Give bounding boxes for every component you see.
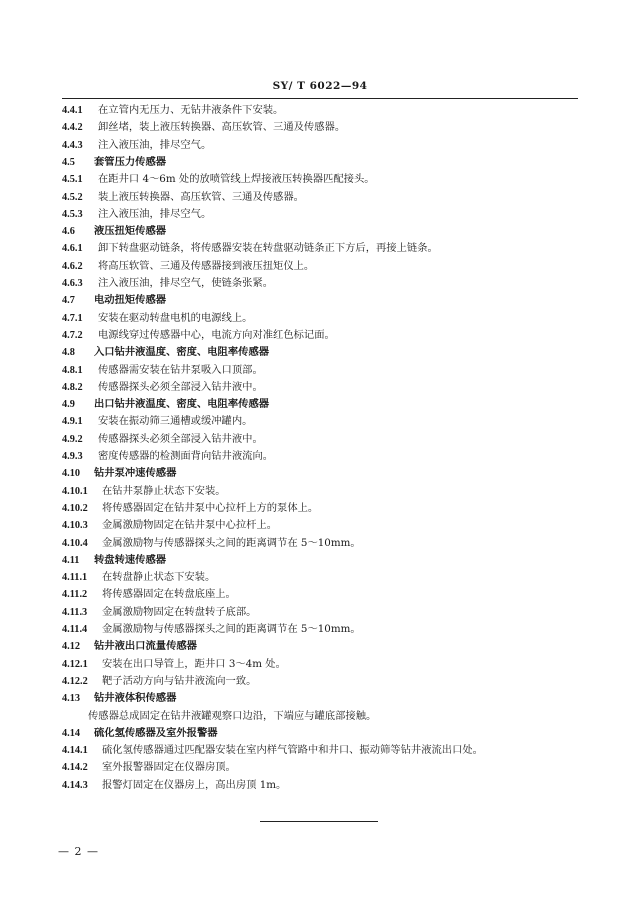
clause-line [62,241,438,256]
clause-text: 安装在振动筛三通槽或缓冲罐内。 [98,415,253,428]
clause-line [62,605,256,620]
section-title: 钻井液体积传感器 [94,692,177,705]
clause-line [62,536,361,551]
section-heading [62,397,269,412]
clause-number: 4.4.2 [62,122,83,134]
clause-text: 卸丝堵，装上液压转换器、高压软管、三通及传感器。 [98,121,346,134]
clause-number: 4.4.1 [62,105,83,116]
clause-number: 4.6.2 [62,260,83,272]
clause-number: 4.11.2 [62,589,88,601]
clause-text: 在距井口 4～6m 处的放喷管线上焊接液压转换器匹配接头。 [98,173,375,186]
section-title: 出口钻井液温度、密度、电阻率传感器 [94,398,270,411]
section-heading [62,345,269,360]
clause-number: 4.4.3 [62,139,83,151]
section-heading [62,224,166,239]
clause-line [62,172,375,187]
clause-number: 4.10 [62,468,81,480]
clause-number: 4.9 [62,399,75,411]
clause-text: 注入液压油，排尽空气。 [98,207,212,220]
clause-text: 金属激励物与传感器探头之间的距离调节在 5～10mm。 [102,536,361,549]
clause-text: 金属激励物固定在钻井泵中心拉杆上。 [102,519,278,532]
clause-line [62,449,273,464]
clause-line [62,380,263,395]
clause-line [62,276,273,291]
clause-text: 装上液压转换器、高压软管、三通及传感器。 [98,190,304,203]
clause-text: 密度传感器的检测面背向钻井液流向。 [98,450,274,462]
clause-line [62,190,304,205]
section-title: 液压扭矩传感器 [94,225,167,238]
clause-text: 靶子活动方向与钻井液流向一致。 [102,674,257,687]
clause-line [62,570,215,585]
clause-text: 安装在驱动转盘电机的电源线上。 [98,311,253,324]
clause-number: 4.8.2 [62,381,83,393]
document-header: SY/ T 6022—94 [272,80,368,92]
section-title: 钻井液出口流量传感器 [94,640,197,653]
clause-number: 4.5.3 [62,208,83,220]
clause-number: 4.14 [62,727,81,739]
clause-number: 4.6 [62,226,75,238]
clause-number: 4.9.1 [62,416,83,428]
clause-text: 卸下转盘驱动链条，将传感器安装在转盘驱动链条正下方后，再接上链条。 [98,242,438,255]
section-heading [62,155,166,170]
clause-line [62,484,226,499]
clause-number: 4.7 [62,295,75,307]
clause-line [62,103,283,118]
clause-line [62,743,483,758]
clause-text: 在立管内无压力、无钻井液条件下安装。 [98,104,284,116]
footer-rule [260,821,378,822]
clause-text: 在转盘静止状态下安装。 [102,571,216,584]
clause-line [62,363,263,378]
clause-line [62,657,286,672]
clause-text: 安装在出口导管上，距井口 3～4m 处。 [102,657,286,670]
clause-line [62,259,314,274]
clause-line [62,311,252,326]
clause-number: 4.14.1 [62,745,88,757]
clause-text: 传感器需安装在钻井泵吸入口顶部。 [98,363,263,376]
section-heading [62,293,166,308]
clause-text: 硫化氢传感器通过匹配器安装在室内样气管路中和井口、振动筛等钻井液流出口处。 [102,744,483,757]
clause-number: 4.14.3 [62,779,88,791]
clause-number: 4.10.1 [62,485,88,497]
clause-number: 4.10.4 [62,537,88,549]
section-heading [62,639,197,654]
clause-line [62,518,277,533]
clause-text: 传感器探头必须全部浸入钻井液中。 [98,432,263,445]
clause-text: 将传感器固定在钻井泵中心拉杆上方的泵体上。 [102,501,319,514]
section-title: 钻井泵冲速传感器 [94,467,177,480]
clause-line [62,709,376,723]
clause-text: 注入液压油，排尽空气，使链条张紧。 [98,277,274,289]
section-title: 套管压力传感器 [94,155,167,168]
section-heading [62,726,218,741]
clause-number: 4.14.2 [62,762,88,774]
clause-number: 4.11.3 [62,606,88,618]
clause-number: 4.9.3 [62,451,83,462]
clause-line [62,414,252,429]
clause-number: 4.5.2 [62,191,83,203]
clause-line [62,138,211,153]
clause-number: 4.12.1 [62,658,88,670]
clause-number: 4.11.4 [62,624,88,635]
clause-text: 将传感器固定在转盘底座上。 [102,588,236,601]
clause-line [62,328,335,343]
clause-text: 传感器探头必须全部浸入钻井液中。 [98,380,263,393]
clause-number: 4.8 [62,347,75,359]
clause-number: 4.5.1 [62,174,83,186]
clause-number: 4.7.1 [62,312,83,324]
clause-number: 4.12.2 [62,675,88,687]
clause-line [62,501,318,516]
clause-text: 金属激励物固定在转盘转子底部。 [102,605,257,618]
clause-number: 4.10.2 [62,502,88,514]
section-heading [62,553,166,568]
clause-text: 电源线穿过传感器中心，电流方向对准红色标记面。 [98,328,335,341]
section-title: 电动扭矩传感器 [94,294,167,307]
clause-line [62,432,263,447]
clause-number: 4.6.3 [62,278,83,289]
clause-number: 4.6.1 [62,243,83,255]
clause-number: 4.11 [62,554,80,566]
clause-line [62,120,345,135]
clause-text: 传感器总成固定在钻井液罐观察口边沿，下端应与罐底部接触。 [88,709,377,722]
clause-line [62,207,211,222]
clause-number: 4.9.2 [62,433,83,445]
clause-number: 4.7.2 [62,329,83,341]
clause-line [62,778,286,793]
clause-number: 4.5 [62,156,75,168]
clause-line [62,760,236,775]
clause-text: 金属激励物与传感器探头之间的距离调节在 5～10mm。 [102,623,361,635]
clause-line [62,674,256,689]
clause-text: 在钻井泵静止状态下安装。 [102,484,226,497]
clause-number: 4.12 [62,641,81,653]
clause-text: 将高压软管、三通及传感器接到液压扭矩仪上。 [98,259,315,272]
clause-text: 报警灯固定在仪器房上，高出房顶 1m。 [102,778,287,791]
clause-number: 4.11.1 [62,572,88,584]
clause-line [62,587,236,602]
clause-text: 注入液压油，排尽空气。 [98,138,212,151]
page-number: — 2 — [58,845,99,858]
header-rule [62,98,578,99]
section-title: 转盘转速传感器 [94,553,167,566]
clause-text: 室外报警器固定在仪器房顶。 [102,761,236,774]
section-title: 硫化氢传感器及室外报警器 [94,726,218,739]
section-heading [62,466,176,481]
clause-number: 4.10.3 [62,520,88,532]
section-title: 入口钻井液温度、密度、电阻率传感器 [94,346,270,359]
clause-number: 4.8.1 [62,364,83,376]
section-heading [62,691,176,706]
clause-number: 4.13 [62,693,81,705]
clause-line [62,622,361,637]
